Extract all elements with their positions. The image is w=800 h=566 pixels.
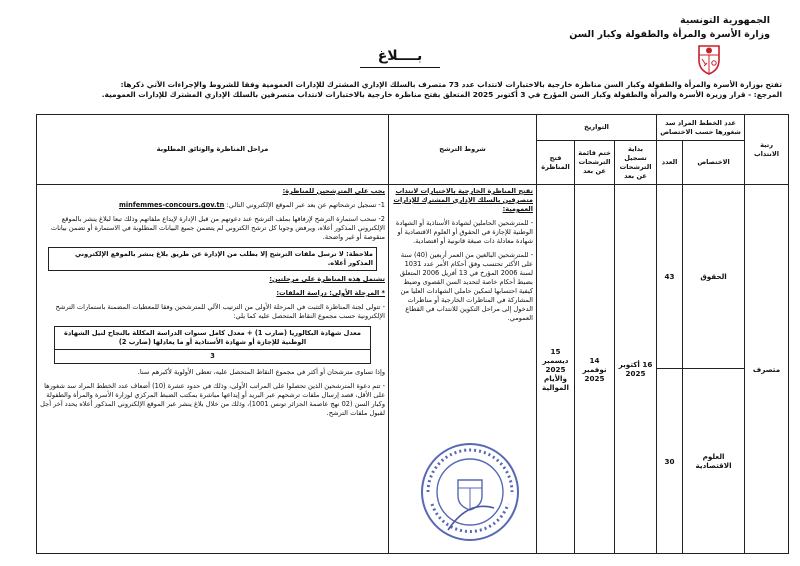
stages-two: تشتمل هذه المناظرة على مرحلتين:: [269, 275, 385, 283]
stage-one-text: - تتولى لجنة المناظرة التثبت في المرحلة الأولى من الترتيب الآلي للمترشحين وفقا للمعطيات المضمنة باستمارات الترشح الإلكترونية حسب مجموع النقاط المتحصل عليه كما يلي:: [55, 303, 385, 320]
republic-name: الجمهورية التونسية: [680, 15, 770, 26]
concours-site-link[interactable]: minfemmes-concours.gov.tn: [119, 201, 225, 209]
ministry-name: وزارة الأسرة والمرأة والطفولة وكبار السن: [569, 29, 770, 40]
header-positions: عدد الخطط المراد سد شغورها حسب الاختصاص: [657, 115, 745, 141]
header-exam-open: فتح المناظرة: [537, 141, 575, 185]
tie-rule: وإذا تساوى مترشحان أو أكثر في مجموع النقاط المتحصل عليه، تعطى الأولوية لأكبرهم سنا.: [137, 368, 385, 376]
official-stamp-icon: [418, 440, 522, 544]
reference-line: المرجع: - قرار وزيرة الأسرة والمرأة والطفولة وكبار السن المؤرخ في 3 أكتوبر 2025 المتعلق بفتح مناظرة خارجية بالاختبارات لانتداب متصرفين بالسلك الإداري المشترك للإدارات العمومية.: [101, 90, 782, 99]
reg-start-cell: 16 أكتوبر 2025: [615, 185, 657, 554]
reg-end-cell: 14 نوفمبر 2025: [575, 185, 615, 554]
stages-cell: [37, 185, 389, 554]
header-stages: مراحل المناظرة والوثائق المطلوبة: [37, 115, 389, 185]
page-title: بــــلاغ: [360, 48, 440, 68]
count-cell: 43: [657, 185, 683, 369]
formula-numerator: معدل شهادة البكالوريا (ضارب 1) + معدل كامل سنوات الدراسة المكللة بالنجاح لنيل الشهادة الوطنية للإجازة أو شهادة الأستاذية أو ما يعادلها (ضارب 2): [64, 329, 361, 346]
intro-line: تفتح بوزارة الأسرة والمرأة والطفولة وكبار السن مناظرة خارجية بالاختبارات لانتداب عدد 73 متصرف بالسلك الإداري المشترك للإدارات العمومية وفقا للشروط والإجراءات الآتي ذكرها:: [120, 80, 782, 89]
formula-denominator: 3: [55, 349, 370, 363]
stages-step1: 1- تسجيل ترشحاتهم عن بعد عبر الموقع الإلكتروني التالي: minfemmes-concours.gov.tn: [119, 201, 385, 209]
header-reg-start: بداية تسجيل الترشحات عن بعد: [615, 141, 657, 185]
note-box: ملاحظة: لا ترسل ملفات الترشح إلا بطلب من الإدارة عن طريق بلاغ ينشر بالموقع الإلكتروني المذكور أعلاه.: [48, 247, 377, 271]
header-reg-end: ختم قائمة الترشحات عن بعد: [575, 141, 615, 185]
stages-step2: 2- سحب استمارة الترشح لإرفاقها بملف الترشح عند دعوتهم من قبل الإدارة لإيداع ملفاتهم وذلك تبعا لبلاغ ينشر بالموقع الإلكتروني المذكور أعلاه، ويرفض وجوبا كل ترشح الكتروني لم يتضمن جميع البيانات المطلوبة في الاستمارة أو تضمن بيانات منقوصة أو غير واضحة.: [50, 215, 385, 241]
intro-text: [12, 80, 782, 100]
rank-cell: متصرف: [745, 185, 789, 554]
letterhead: [569, 14, 770, 42]
score-formula: [54, 326, 371, 364]
specialty-cell: العلوم الاقتصادية: [683, 369, 745, 554]
conditions-diploma: - للمترشحين الحاملين لشهادة الأستاذية أو الشهادة الوطنية للإجازة في الحقوق أو العلوم الاقتصادية أو شهادة معادلة ذات صبغة قانونية أو اقتصادية.: [395, 219, 533, 245]
specialty-cell: الحقوق: [683, 185, 745, 369]
count-cell: 30: [657, 369, 683, 554]
header-rank: رتبة الانتداب: [745, 115, 789, 185]
conditions-age: - للمترشحين البالغين من العمر أربعين (40) سنة على الأكثر تحتسب وفق أحكام الأمر عدد 1031 لسنة 2006 المؤرخ في 13 أفريل 2006 المتعلق بضبط أحكام خاصة لتحديد السن القصوى وضبط كيفية احتسابها لتمكين حاملي الشهادات العليا من المشاركة في المناظرات الخارجية أو مناظرات الدخول إلى مراحل التكوين للانتداب في القطاع العمومي.: [399, 251, 533, 322]
invite-rule: - تتم دعوة المترشحين الذين تحصلوا على المراتب الأولى، وذلك في حدود عشرة (10) أضعاف عدد الخطط المراد سد شغورها على الأقل، قصد إرسال ملفات ترشحهم عبر البريد أو إيداعها مباشرة بمكتب الضبط المركزي لوزارة الأسرة والمرأة والطفولة وكبار السن (02 نهج عاصمة الجزائر تونس 1001)، وذلك من خلال بلاغ ينشر عبر الموقع الإلكتروني المذكور أعلاه يحدد آخر أجل لقبول ملفات الترشح.: [40, 382, 385, 417]
header-conditions: شروط الترشح: [389, 115, 537, 185]
header-dates: التواريخ: [537, 115, 657, 141]
stages-must: يجب على المترشحين للمناظرة:: [282, 187, 385, 195]
header-specialty: الاختصاص: [683, 141, 745, 185]
header-count: العدد: [657, 141, 683, 185]
competition-table: [36, 114, 789, 554]
tunisia-coat-of-arms-icon: [696, 42, 722, 76]
stage-one-title: * المرحلة الأولى: دراسة الملفات:: [276, 289, 385, 297]
conditions-intro: تفتح المناظرة الخارجية بالاختبارات لانتداب متصرفين بالسلك الإداري المشترك للإدارات العمومية:: [393, 187, 533, 213]
exam-open-cell: 15 ديسمبر 2025 والأيام الموالية: [537, 185, 575, 554]
